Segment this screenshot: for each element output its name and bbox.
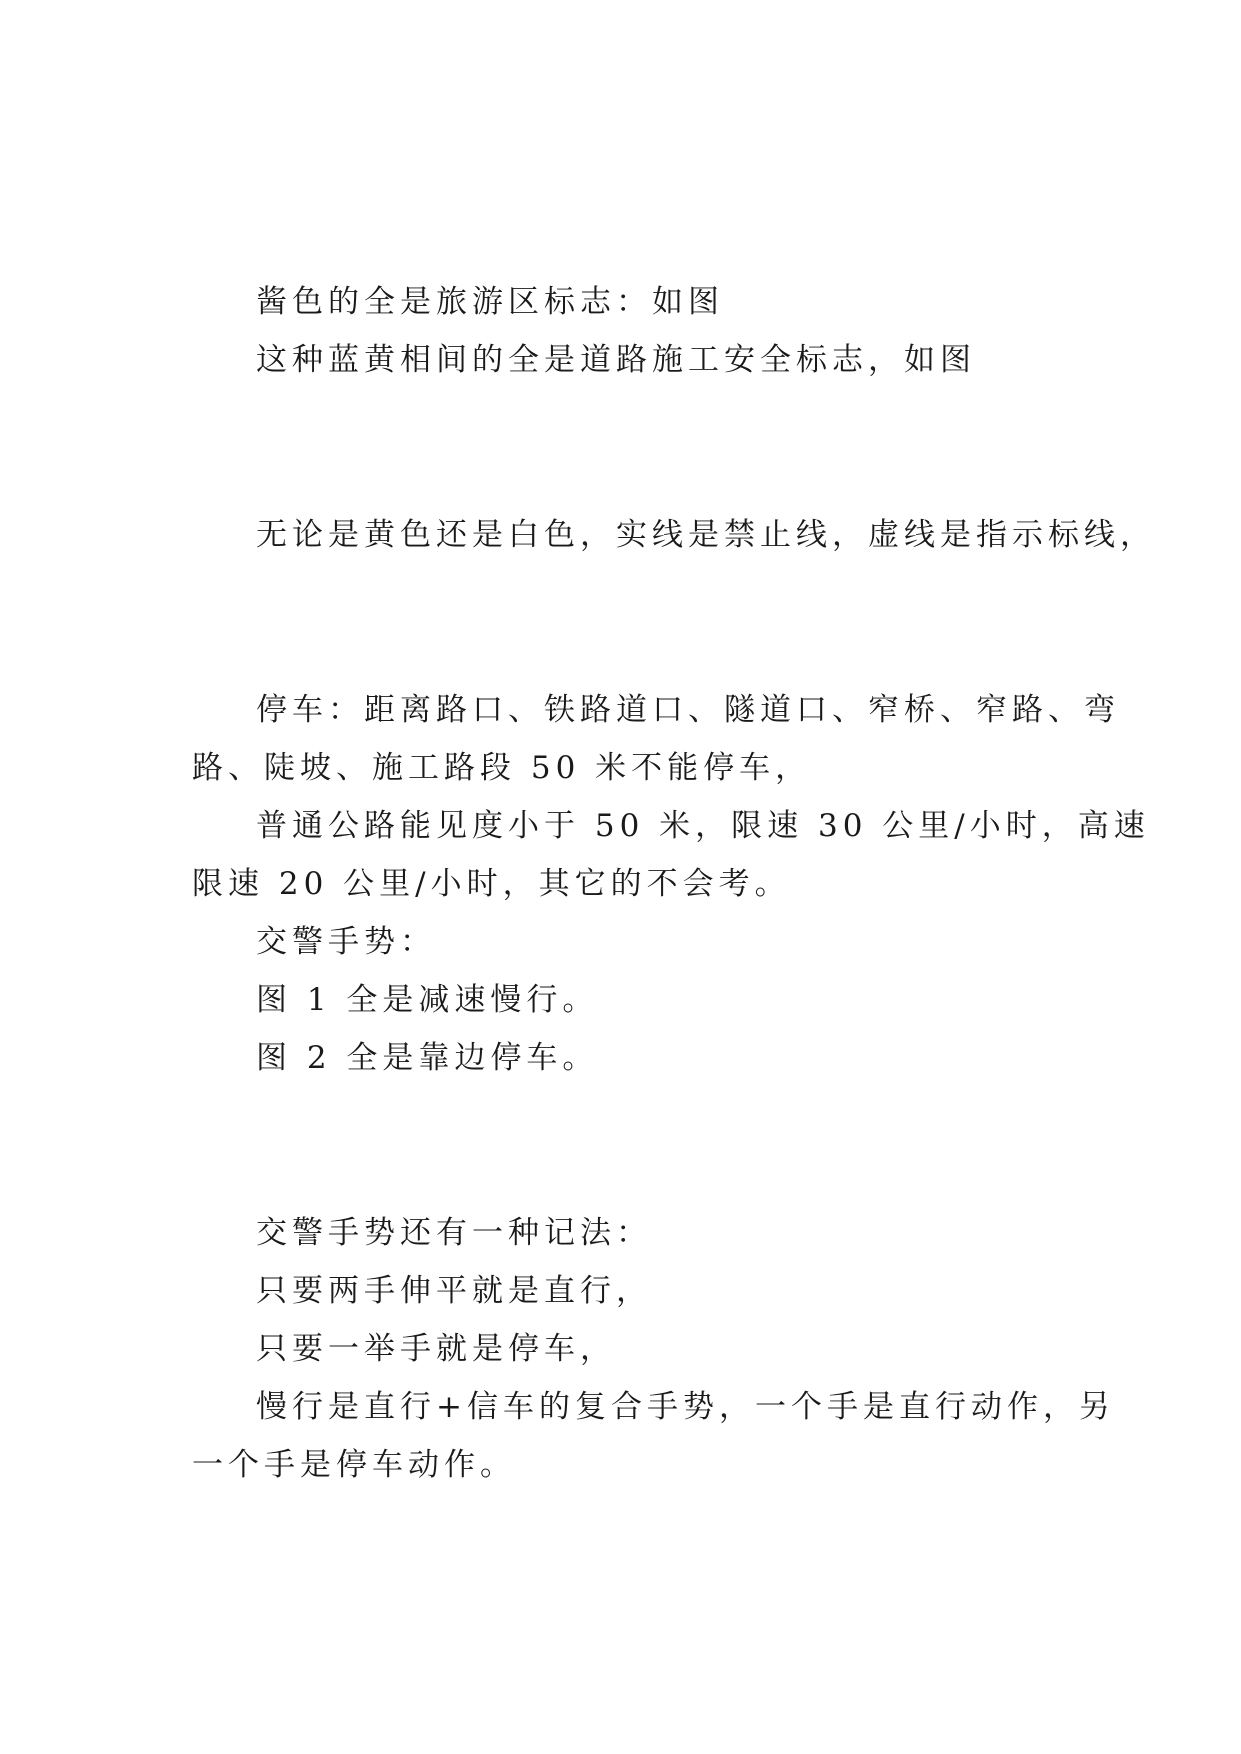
paragraph-figure-1: 图 1 全是减速慢行。 [256,982,599,1018]
heading-police-gestures: 交警手势： [256,924,436,960]
paragraph-tourist-sign: 酱色的全是旅游区标志：如图 [256,284,724,320]
paragraph-go-straight: 只要两手伸平就是直行， [256,1273,652,1309]
paragraph-parking-line-1: 停车：距离路口、铁路道口、隧道口、窄桥、窄路、弯 [256,692,1120,728]
paragraph-visibility-line-1: 普通公路能见度小于 50 米，限速 30 公里/小时，高速 [256,808,1150,844]
paragraph-construction-sign: 这种蓝黄相间的全是道路施工安全标志，如图 [256,342,976,378]
paragraph-visibility-line-2: 限速 20 公里/小时，其它的不会考。 [192,866,791,902]
heading-gesture-memory: 交警手势还有一种记法： [256,1215,652,1251]
paragraph-slow-line-2: 一个手是停车动作。 [192,1447,516,1483]
paragraph-parking-line-2: 路、陡坡、施工路段 50 米不能停车， [192,750,812,786]
paragraph-line-markings: 无论是黄色还是白色，实线是禁止线，虚线是指示标线， [256,517,1156,553]
paragraph-figure-2: 图 2 全是靠边停车。 [256,1040,599,1076]
paragraph-slow-line-1: 慢行是直行+信车的复合手势，一个手是直行动作，另 [256,1389,1115,1425]
paragraph-stop: 只要一举手就是停车， [256,1331,616,1367]
